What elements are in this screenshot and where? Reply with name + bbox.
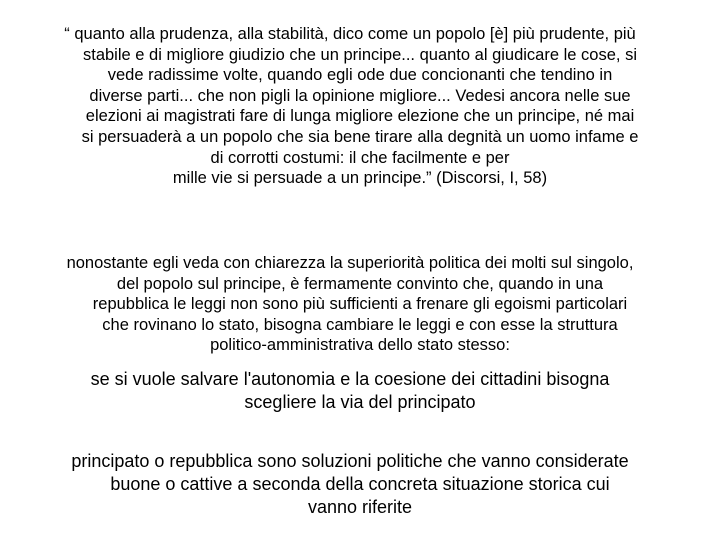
paragraph-line: nonostante egli veda con chiarezza la superiorità politica dei molti sul singolo, — [66, 254, 634, 272]
final-line: buone o cattive a seconda della concreta situazione storica cui — [110, 474, 610, 494]
paragraph-line: che rovinano lo stato, bisogna cambiare le leggi e con esse la struttura — [102, 315, 618, 334]
quote-line: di corrotti costumi: il che facilmente e per — [210, 148, 510, 167]
quote-line: mille vie si persuade a un principe.” (Discorsi, I, 58) — [172, 169, 548, 188]
conclusion-line: scegliere la via del principato — [244, 392, 476, 412]
final-line: vanno riferite — [307, 497, 413, 517]
quote-line: vede radissime volte, quando egli ode due concionanti che tendino in — [107, 66, 613, 85]
explanation-paragraph — [20, 253, 700, 356]
conclusion-line: se si vuole salvare l'autonomia e la coesione dei cittadini bisogna — [90, 369, 610, 389]
quote-line: diverse parti... che non pigli la opinione migliore... Vedesi ancora nelle sue — [89, 86, 631, 105]
quote-line: “ quanto alla prudenza, alla stabilità, dico come un popolo [è] più prudente, più — [64, 25, 636, 43]
final-statement — [20, 450, 700, 519]
conclusion-statement — [20, 368, 700, 414]
paragraph-line: politico-amministrativa dello stato stesso: — [210, 336, 510, 355]
quote-line: elezioni ai magistrati fare di lunga migliore elezione che un principe, né mai — [85, 107, 635, 126]
paragraph-line: repubblica le leggi non sono più sufficienti a frenare gli egoismi particolari — [92, 295, 628, 314]
quote-line: stabile e di migliore giudizio che un principe... quanto al giudicare le cose, si — [83, 45, 637, 64]
quote-line: si persuaderà a un popolo che sia bene tirare alla degnità un uomo infame e — [81, 127, 639, 146]
final-line: principato o repubblica sono soluzioni politiche che vanno considerate — [71, 451, 629, 471]
paragraph-line: del popolo sul principe, è fermamente convinto che, quando in una — [116, 274, 604, 293]
machiavelli-quote — [20, 24, 700, 189]
